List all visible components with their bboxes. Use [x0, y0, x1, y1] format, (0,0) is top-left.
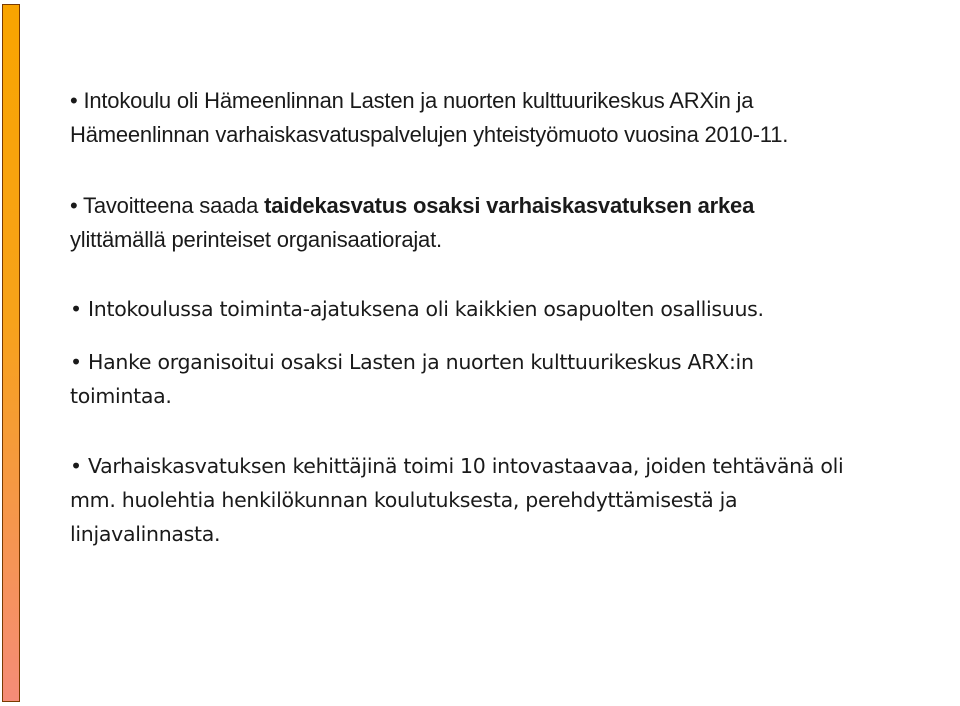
paragraph-2-line-1 [70, 189, 754, 223]
paragraph-2-line-2: ylittämällä perinteiset organisaatiorajat. [70, 227, 442, 252]
paragraph-1-text-1: Intokoulu oli Hämeenlinnan Lasten ja nuorten kulttuurikeskus ARXin ja [83, 88, 754, 113]
bullet-icon: • [70, 297, 82, 321]
paragraph-1-line-2: Hämeenlinnan varhaiskasvatuspalvelujen yhteistyömuoto vuosina 2010-11. [70, 122, 789, 147]
paragraph-1-line-1 [70, 84, 788, 118]
bullet-paragraph-5 [70, 449, 843, 551]
paragraph-4-line-2: toimintaa. [70, 384, 172, 408]
paragraph-4-text-1: Hanke organisoitui osaksi Lasten ja nuorten kulttuurikeskus ARX:in [88, 350, 754, 374]
paragraph-2-bold-text: taidekasvatus osaksi varhaiskasvatuksen arkea [264, 193, 755, 218]
paragraph-5-line-2: mm. huolehtia henkilökunnan koulutuksesta, perehdyttämisestä ja [70, 488, 738, 512]
bullet-paragraph-1 [70, 84, 788, 152]
paragraph-4-line-1 [70, 345, 754, 379]
bullet-icon: • [70, 350, 82, 374]
bullet-icon: • [70, 88, 78, 113]
bullet-paragraph-2 [70, 189, 754, 257]
bullet-icon: • [70, 193, 78, 218]
paragraph-5-text-1: Varhaiskasvatuksen kehittäjinä toimi 10 intovastaavaa, joiden tehtävänä oli [88, 454, 844, 478]
paragraph-3-line-1 [70, 292, 764, 326]
bullet-paragraph-3 [70, 292, 764, 326]
bullet-icon: • [70, 454, 82, 478]
orange-accent-bar [2, 4, 20, 702]
paragraph-5-line-3: linjavalinnasta. [70, 522, 221, 546]
paragraph-3-text-1: Intokoulussa toiminta-ajatuksena oli kaikkien osapuolten osallisuus. [88, 297, 764, 321]
bullet-paragraph-4 [70, 345, 754, 413]
paragraph-5-line-1 [70, 449, 843, 483]
paragraph-2-text-pre: Tavoitteena saada [83, 193, 265, 218]
